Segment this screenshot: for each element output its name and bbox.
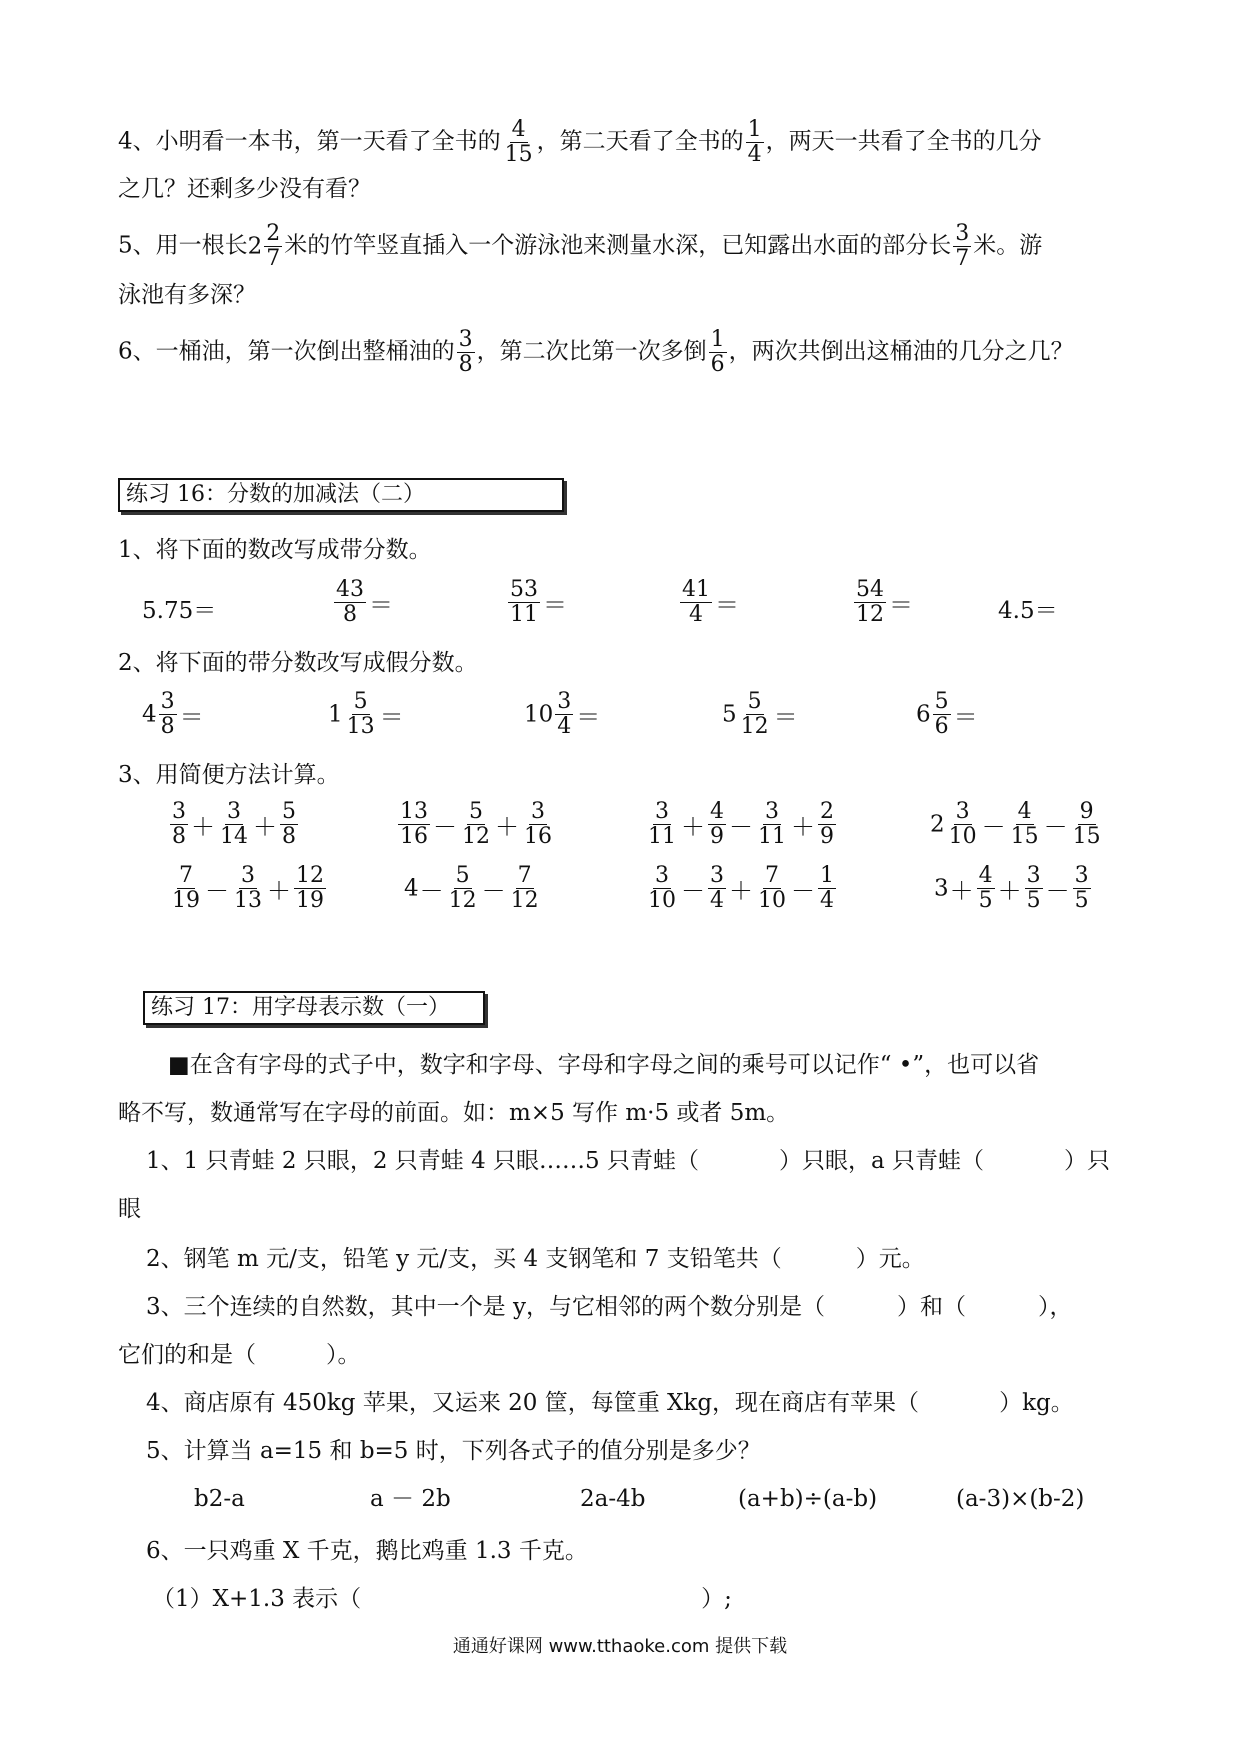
mixed-number: 10 $\frac{3}{4}$ ＝ [524,689,601,739]
expression: $\frac{3}{11}$ ＋ $\frac{4}{9}$ － $\frac{3}{11}$ ＋ $\frac{2}{9}$ [648,799,834,849]
q5-line1: 5、用一根长2 $\frac{2}{7}$ 米的竹竿竖直插入一个游泳池来测量水深，已知露出水面的部分长 $\frac{3}{7}$ 米。游 [118,221,1043,271]
mixed-number: 4 $\frac{3}{8}$ ＝ [142,689,204,739]
expression-item: (a+b)÷(a-b) [738,1486,878,1512]
ex17-note-line2: 略不写，数通常写在字母的前面。如：m×5 写作 m·5 或者 5m。 [118,1100,790,1126]
ex17-q4: 4、商店原有 450kg 苹果，又运来 20 筐，每筐重 Xkg，现在商店有苹果（ ）kg。 [146,1390,1074,1416]
expression: 3＋ $\frac{4}{5}$ ＋ $\frac{3}{5}$ － $\frac{3}{5}$ [934,863,1089,913]
expression-item: b2-a [194,1486,245,1512]
ex17-q6: 6、一只鸡重 X 千克，鹅比鸡重 1.3 千克。 [146,1538,588,1564]
exercise-16-title: 练习 16：分数的加减法（二） [118,478,564,512]
footer-credit: 通通好课网 www.tthaoke.com 提供下载 [452,1636,788,1657]
q4-line1: 4、小明看一本书，第一天看了全书的 $\frac{4}{15}$ ，第二天看了全书的 $\frac{1}{4}$ ，两天一共看了全书的几分 [118,117,1042,167]
fraction: $\frac{1}{4}$ [747,117,762,167]
fraction: $\frac{2}{7}$ [266,221,281,271]
mixed-item: 5.75＝ [142,598,217,624]
fraction: $\frac{1}{6}$ [710,327,725,377]
mixed-number: 6 $\frac{5}{6}$ ＝ [916,689,978,739]
expression-item: a － 2b [370,1486,451,1512]
fraction: $\frac{3}{7}$ [955,221,970,271]
q6-line: 6、一桶油，第一次倒出整桶油的 $\frac{3}{8}$ ，第二次比第一次多倒 $\frac{1}{6}$ ，两次共倒出这桶油的几分之几？ [118,327,1074,377]
ex17-q1-cont: 眼 [118,1196,141,1222]
ex16-q2: 2、将下面的带分数改写成假分数。 [118,650,478,676]
fraction-item: $\frac{43}{8}$ ＝ [336,577,393,627]
ex17-q3-cont: 它们的和是（ ）。 [118,1342,361,1368]
expression: $\frac{7}{19}$ － $\frac{3}{13}$ ＋ $\frac{12}{19}$ [172,863,324,913]
expression-item: (a-3)×(b-2) [956,1486,1085,1512]
ex17-q5: 5、计算当 a=15 和 b=5 时，下列各式子的值分别是多少？ [146,1438,761,1464]
ex16-q1: 1、将下面的数改写成带分数。 [118,537,432,563]
expression: $\frac{13}{16}$ － $\frac{5}{12}$ ＋ $\frac{3}{16}$ [400,799,552,849]
expression: 2 $\frac{3}{10}$ － $\frac{4}{15}$ － $\frac{9}{15}$ [930,799,1101,849]
mixed-number: 5 $\frac{5}{12}$ ＝ [722,689,798,739]
ex17-q3: 3、三个连续的自然数，其中一个是 y，与它相邻的两个数分别是（ ）和（ ）， [146,1294,1073,1320]
fraction: $\frac{3}{8}$ [458,327,473,377]
expression: $\frac{3}{8}$ ＋ $\frac{3}{14}$ ＋ $\frac{5}{8}$ [172,799,296,849]
ex17-q1: 1、1 只青蛙 2 只眼，2 只青蛙 4 只眼……5 只青蛙（ ）只眼，a 只青蛙（ ）只 [146,1148,1111,1174]
expression: $\frac{3}{10}$ － $\frac{3}{4}$ ＋ $\frac{7}{10}$ － $\frac{1}{4}$ [648,863,834,913]
mixed-number: 1 $\frac{5}{13}$ ＝ [328,689,404,739]
ex17-q6-1: （1）X+1.3 表示（ ）; [152,1586,732,1612]
q5-line2: 泳池有多深？ [118,282,256,308]
fraction: $\frac{4}{15}$ [504,117,533,167]
exercise-17-title: 练习 17：用字母表示数（一） [143,991,485,1025]
decimal-item: 4.5＝ [998,598,1058,624]
ex17-note-line1: ■在含有字母的式子中，数字和字母、字母和字母之间的乘号可以记作“ •”，也可以省 [168,1052,1040,1078]
fraction-item: $\frac{54}{12}$ ＝ [856,577,913,627]
ex16-q3: 3、用简便方法计算。 [118,762,340,788]
expression: 4－ $\frac{5}{12}$ － $\frac{7}{12}$ [404,863,539,913]
fraction-item: $\frac{41}{4}$ ＝ [682,577,739,627]
q4-line2: 之几？还剩多少没有看？ [118,176,371,202]
fraction-item: $\frac{53}{11}$ ＝ [510,577,567,627]
expression-item: 2a-4b [580,1486,646,1512]
ex17-q2: 2、钢笔 m 元/支，铅笔 y 元/支，买 4 支钢笔和 7 支铅笔共（ ）元。 [146,1246,925,1272]
